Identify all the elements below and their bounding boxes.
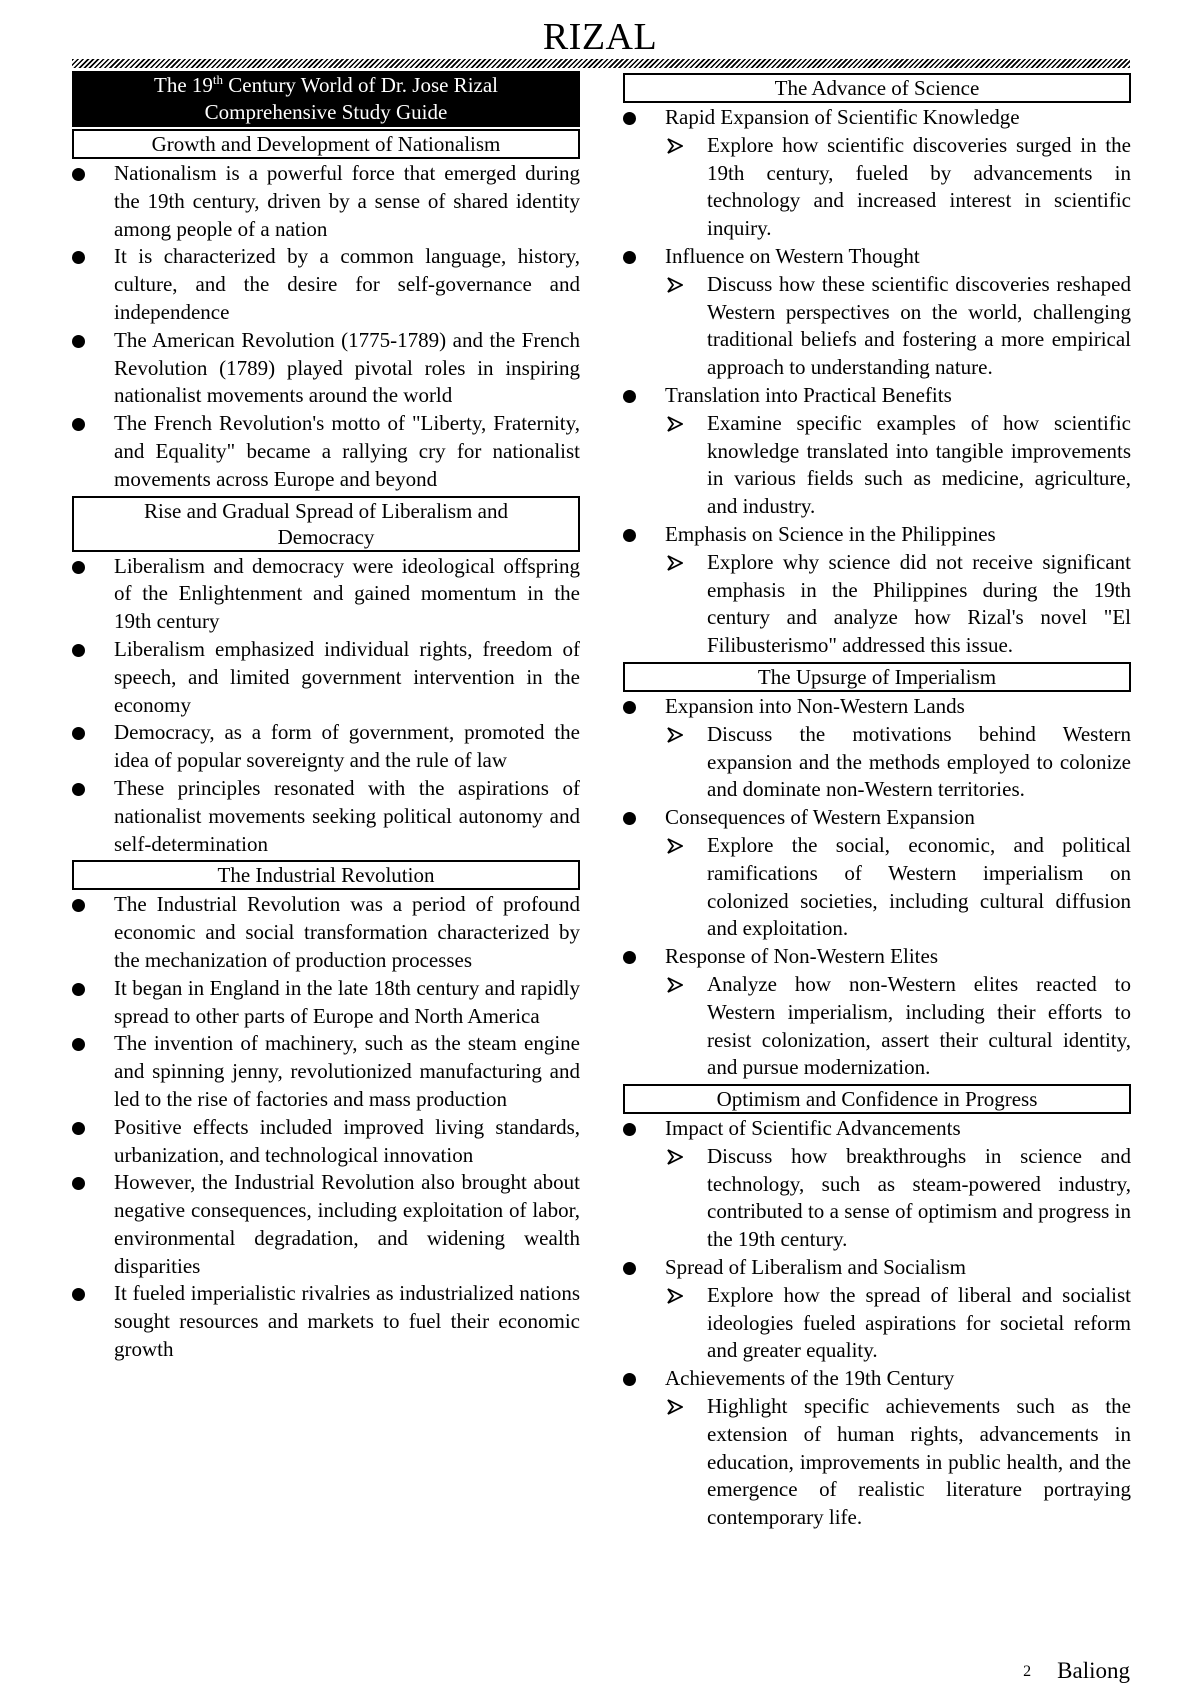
bullet-icon bbox=[623, 529, 636, 542]
page-footer bbox=[1023, 1657, 1130, 1686]
arrowhead-bullet-icon bbox=[667, 416, 683, 432]
arrowhead-bullet-icon bbox=[667, 727, 683, 743]
list-item: The Industrial Revolution was a period of profound economic and social transformation characterized by the mechanization of production processes bbox=[72, 891, 580, 974]
list-item: The invention of machinery, such as the steam engine and spinning jenny, revolutionized manufacturing and led to the rise of factories and mass production bbox=[72, 1030, 580, 1113]
sub-item: Explore how scientific discoveries surged in the 19th century, fueled by advancements in technology and increased interest in scientific inquiry. bbox=[663, 132, 1131, 243]
science-list bbox=[623, 104, 1131, 660]
right-column bbox=[623, 71, 1131, 1532]
optimism-list bbox=[623, 1115, 1131, 1532]
document-title-line2: Comprehensive Study Guide bbox=[204, 100, 448, 124]
document-title-line1: The 19th Century World of Dr. Jose Rizal bbox=[154, 72, 498, 97]
list-item: Liberalism emphasized individual rights, freedom of speech, and limited government intervention in the economy bbox=[72, 636, 580, 719]
list-item: It began in England in the late 18th century and rapidly spread to other parts of Europe and North America bbox=[72, 975, 580, 1031]
item-heading: Impact of Scientific Advancements bbox=[665, 1116, 961, 1141]
list-item: Democracy, as a form of government, promoted the idea of popular sovereignty and the rule of law bbox=[72, 719, 580, 775]
item-heading: Influence on Western Thought bbox=[665, 243, 920, 268]
bullet-icon bbox=[72, 899, 85, 912]
bullet-icon bbox=[72, 1122, 85, 1135]
bullet-icon bbox=[623, 1373, 636, 1386]
bullet-icon bbox=[623, 812, 636, 825]
list-item: Nationalism is a powerful force that emerged during the 19th century, driven by a sense of shared identity among people of a nation bbox=[72, 160, 580, 243]
sub-item: Examine specific examples of how scientific knowledge translated into tangible improvements in various fields such as medicine, agriculture, and industry. bbox=[663, 410, 1131, 521]
list-item: However, the Industrial Revolution also brought about negative consequences, including exploitation of labor, environmental degradation, and widening wealth disparities bbox=[72, 1169, 580, 1280]
list-item bbox=[623, 104, 1131, 243]
arrowhead-bullet-icon bbox=[667, 1288, 683, 1304]
item-heading: Rapid Expansion of Scientific Knowledge bbox=[665, 105, 1020, 129]
bullet-icon bbox=[72, 418, 85, 431]
arrowhead-bullet-icon bbox=[667, 977, 683, 993]
list-item bbox=[623, 1254, 1131, 1365]
bullet-icon bbox=[72, 644, 85, 657]
item-heading: Consequences of Western Expansion bbox=[665, 805, 975, 830]
item-heading: Emphasis on Science in the Philippines bbox=[665, 521, 996, 546]
bullet-icon bbox=[72, 983, 85, 996]
bullet-icon bbox=[623, 951, 636, 964]
arrowhead-bullet-icon bbox=[667, 838, 683, 854]
section-header-nationalism: Growth and Development of Nationalism bbox=[72, 129, 580, 159]
bullet-icon bbox=[72, 168, 85, 181]
page-number: 2 bbox=[1023, 1663, 1032, 1680]
list-item: The American Revolution (1775-1789) and the French Revolution (1789) played pivotal roles in inspiring nationalist movements around the world bbox=[72, 327, 580, 410]
arrowhead-bullet-icon bbox=[667, 555, 683, 571]
bullet-icon bbox=[72, 783, 85, 796]
list-item: These principles resonated with the aspirations of nationalist movements seeking political autonomy and self-determination bbox=[72, 775, 580, 858]
bullet-icon bbox=[72, 1177, 85, 1190]
hatched-divider bbox=[72, 59, 1130, 68]
list-item bbox=[623, 382, 1131, 521]
sub-item: Discuss the motivations behind Western expansion and the methods employed to colonize and dominate non-Western territories. bbox=[663, 721, 1131, 804]
section-header-science: The Advance of Science bbox=[623, 73, 1131, 103]
list-item bbox=[623, 243, 1131, 382]
list-item: It is characterized by a common language, history, culture, and the desire for self-governance and independence bbox=[72, 243, 580, 326]
item-heading: Achievements of the 19th Century bbox=[665, 1366, 955, 1391]
item-heading: Spread of Liberalism and Socialism bbox=[665, 1255, 966, 1280]
list-item bbox=[623, 943, 1131, 1082]
left-column bbox=[72, 71, 580, 1364]
list-item bbox=[623, 804, 1131, 943]
bullet-icon bbox=[72, 335, 85, 348]
bullet-icon bbox=[72, 561, 85, 574]
liberalism-list bbox=[72, 553, 580, 859]
sub-item: Explore why science did not receive significant emphasis in the Philippines during the 19th century and analyze how Rizal's novel "El Filibusterismo" addressed this issue. bbox=[663, 549, 1131, 660]
item-heading: Response of Non-Western Elites bbox=[665, 944, 938, 969]
document-title bbox=[72, 71, 580, 127]
item-heading: Translation into Practical Benefits bbox=[665, 382, 952, 407]
list-item bbox=[623, 693, 1131, 804]
bullet-icon bbox=[72, 1288, 85, 1301]
list-item: Positive effects included improved living standards, urbanization, and technological innovation bbox=[72, 1114, 580, 1170]
list-item bbox=[623, 1115, 1131, 1254]
author-name: Baliong bbox=[1057, 1658, 1130, 1683]
list-item bbox=[623, 1365, 1131, 1532]
list-item: The French Revolution's motto of "Liberty, Fraternity, and Equality" became a rallying cry for nationalist movements across Europe and beyond bbox=[72, 410, 580, 493]
nationalism-list bbox=[72, 160, 580, 494]
sub-item: Explore the social, economic, and political ramifications of Western imperialism on colonized societies, including cultural diffusion and exploitation. bbox=[663, 832, 1131, 943]
item-heading: Expansion into Non-Western Lands bbox=[665, 693, 965, 718]
industrial-list bbox=[72, 891, 580, 1364]
bullet-icon bbox=[72, 727, 85, 740]
arrowhead-bullet-icon bbox=[667, 277, 683, 293]
bullet-icon bbox=[72, 251, 85, 264]
list-item bbox=[623, 521, 1131, 660]
sub-item: Discuss how breakthroughs in science and technology, such as steam-powered industry, contributed to a sense of optimism and progress in the 19th century. bbox=[663, 1143, 1131, 1254]
arrowhead-bullet-icon bbox=[667, 1399, 683, 1415]
bullet-icon bbox=[623, 701, 636, 714]
sub-item: Discuss how these scientific discoveries reshaped Western perspectives on the world, challenging traditional beliefs and fostering a more empirical approach to understanding nature. bbox=[663, 271, 1131, 382]
sub-item: Analyze how non-Western elites reacted to Western imperialism, including their efforts to resist colonization, assert their cultural identity, and pursue modernization. bbox=[663, 971, 1131, 1082]
bullet-icon bbox=[623, 1262, 636, 1275]
bullet-icon bbox=[623, 390, 636, 403]
bullet-icon bbox=[623, 1123, 636, 1136]
list-item: It fueled imperialistic rivalries as industrialized nations sought resources and markets to fuel their economic growth bbox=[72, 1280, 580, 1363]
arrowhead-bullet-icon bbox=[667, 138, 683, 154]
section-header-optimism: Optimism and Confidence in Progress bbox=[623, 1084, 1131, 1114]
page-title: RIZAL bbox=[542, 16, 658, 58]
arrowhead-bullet-icon bbox=[667, 1149, 683, 1165]
section-header-industrial: The Industrial Revolution bbox=[72, 860, 580, 890]
imperialism-list bbox=[623, 693, 1131, 1082]
sub-item: Highlight specific achievements such as the extension of human rights, advancements in education, improvements in public health, and the emergence of realistic literature portraying contemporary life. bbox=[663, 1393, 1131, 1532]
section-header-liberalism: Rise and Gradual Spread of Liberalism and Democracy bbox=[72, 496, 580, 552]
sub-item: Explore how the spread of liberal and socialist ideologies fueled aspirations for societal reform and greater equality. bbox=[663, 1282, 1131, 1365]
bullet-icon bbox=[72, 1038, 85, 1051]
section-header-imperialism: The Upsurge of Imperialism bbox=[623, 662, 1131, 692]
bullet-icon bbox=[623, 251, 636, 264]
bullet-icon bbox=[623, 112, 636, 125]
list-item: Liberalism and democracy were ideological offspring of the Enlightenment and gained momentum in the 19th century bbox=[72, 553, 580, 636]
